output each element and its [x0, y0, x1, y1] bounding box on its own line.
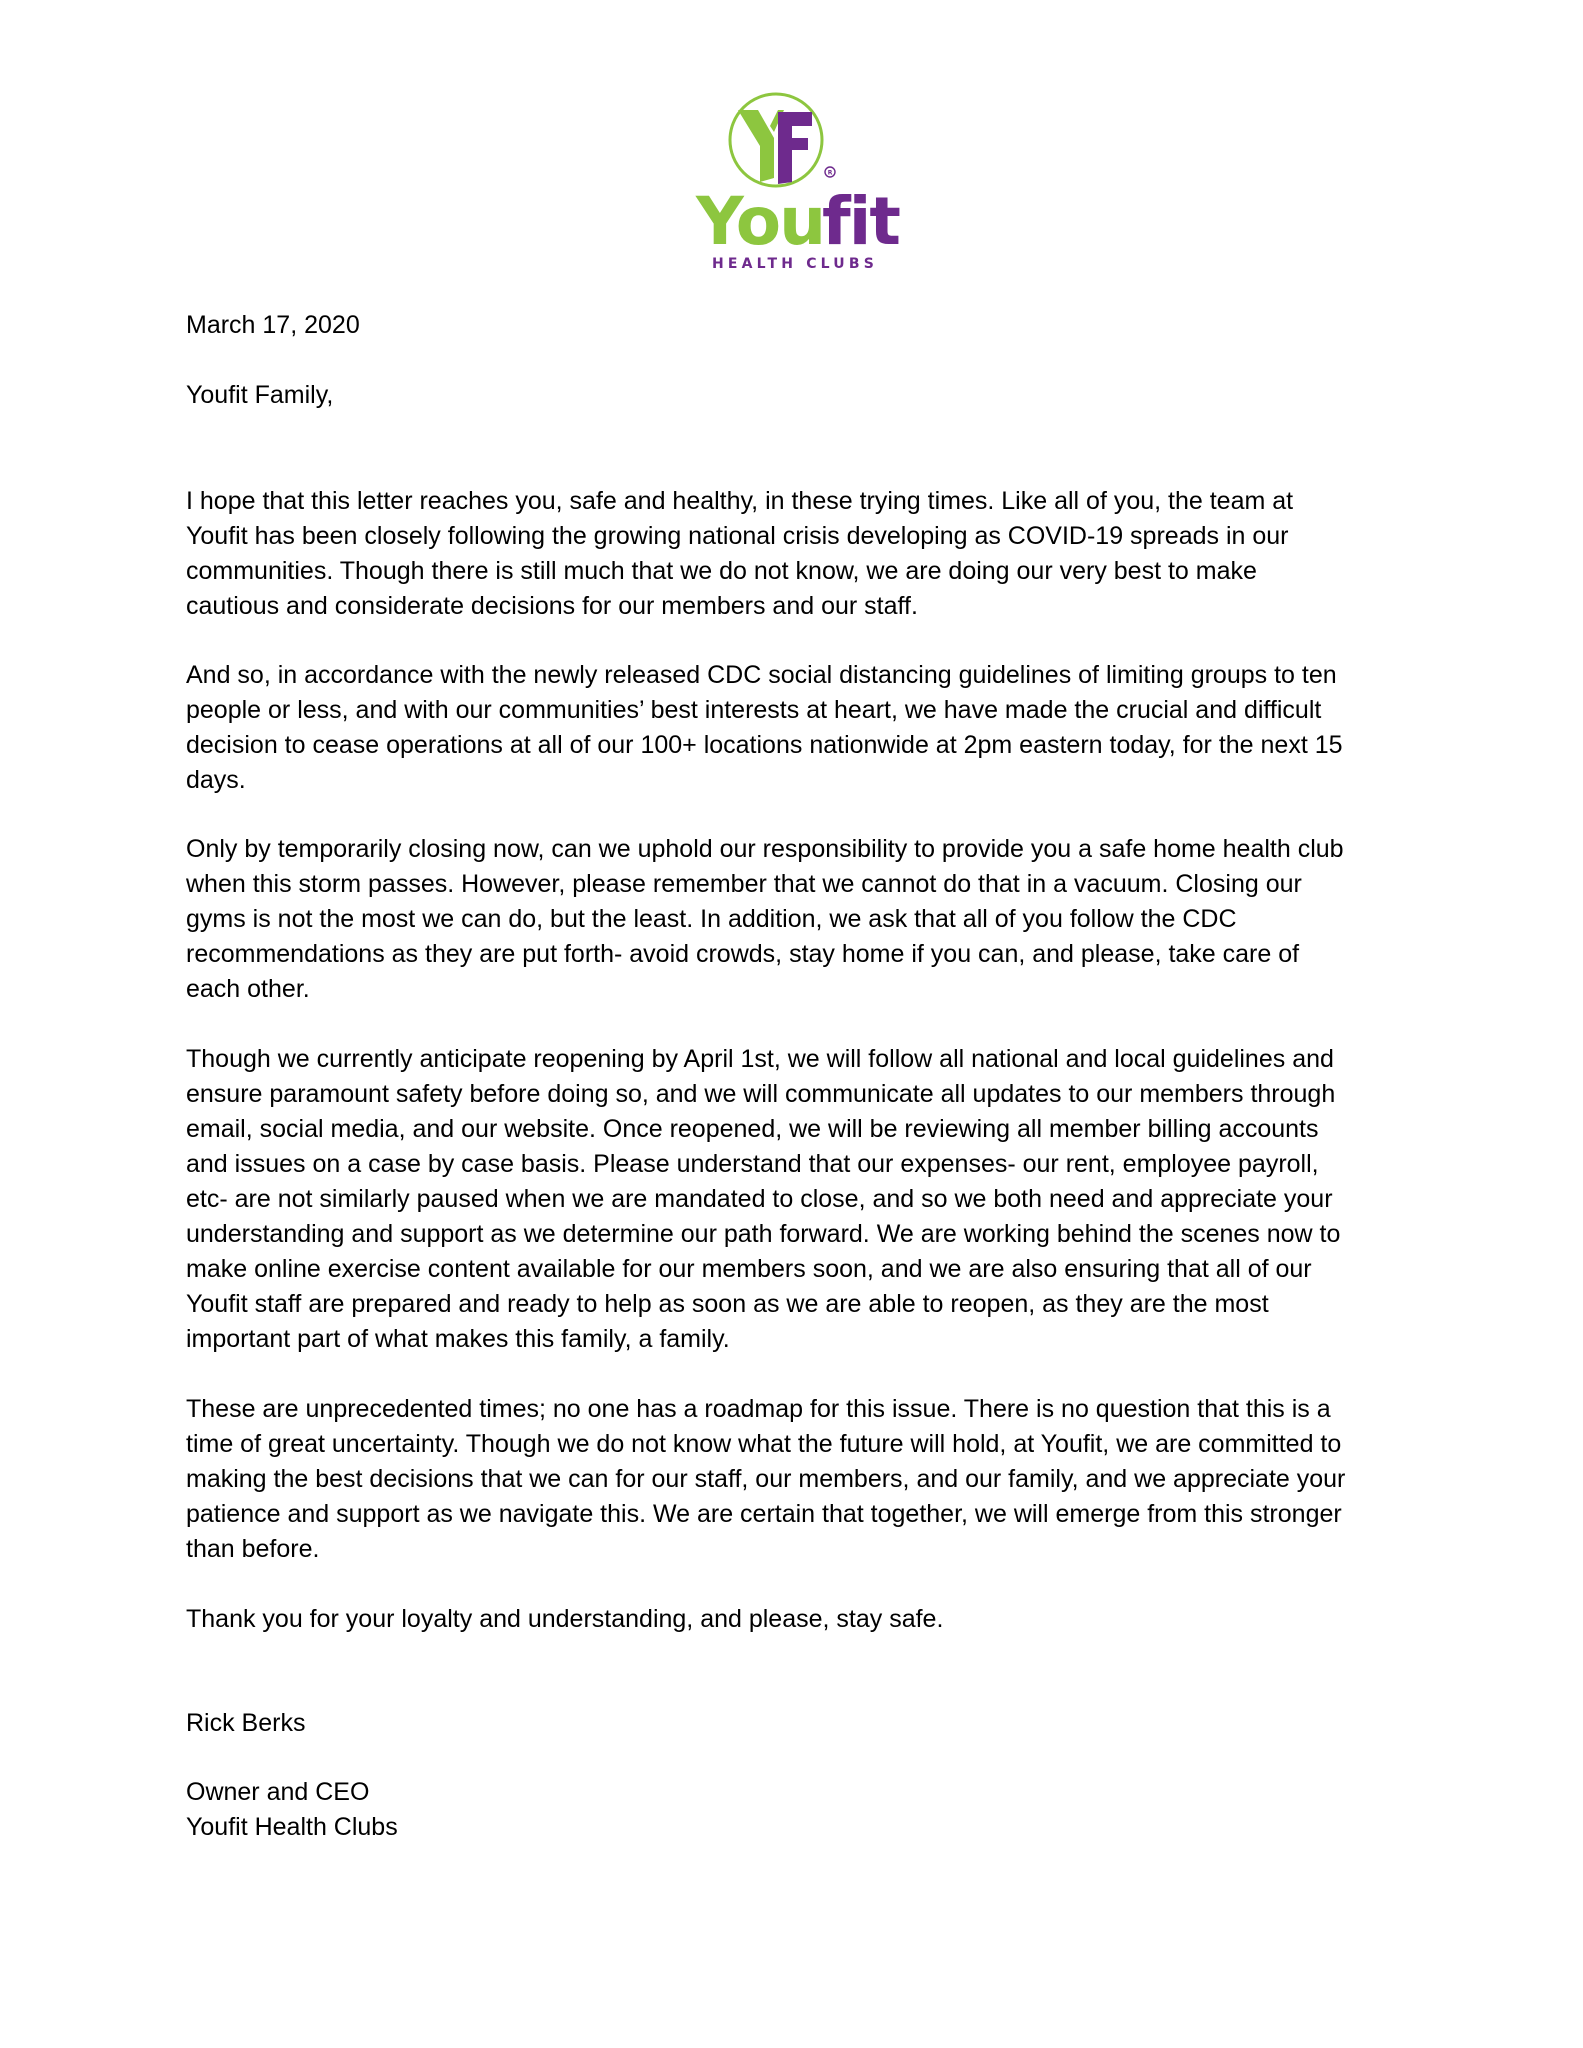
youfit-logo — [680, 92, 910, 272]
paragraph-line: ensure paramount safety before doing so, and we will communicate all updates to our members through — [186, 1080, 1336, 1108]
signature-title: Owner and CEO — [186, 1778, 370, 1806]
paragraph-line: recommendations as they are put forth- avoid crowds, stay home if you can, and please, take care of — [186, 940, 1300, 968]
paragraph-line: patience and support as we navigate this. We are certain that together, we will emerge from this stronger — [186, 1500, 1342, 1528]
paragraph-line: etc- are not similarly paused when we are mandated to close, and so we both need and appreciate your — [186, 1185, 1333, 1213]
svg-text:R: R — [827, 169, 833, 177]
letter-paragraph-3 — [186, 832, 1416, 1007]
paragraph-line: important part of what makes this family, a family. — [186, 1325, 730, 1353]
paragraph-line: time of great uncertainty. Though we do not know what the future will hold, at Youfit, we are committed to — [186, 1430, 1342, 1458]
letter-date: March 17, 2020 — [186, 311, 360, 339]
paragraph-line: understanding and support as we determine our path forward. We are working behind the scenes now to — [186, 1220, 1341, 1248]
logo-word-fit: fit — [822, 183, 899, 257]
paragraph-line: Thank you for your loyalty and understanding, and please, stay safe. — [186, 1605, 944, 1633]
paragraph-line: making the best decisions that we can for our staff, our members, and our family, and we appreciate your — [186, 1465, 1346, 1493]
paragraph-line: And so, in accordance with the newly released CDC social distancing guidelines of limiting groups to ten — [186, 661, 1337, 689]
paragraph-line: than before. — [186, 1535, 320, 1563]
paragraph-line: each other. — [186, 975, 310, 1003]
paragraph-line: I hope that this letter reaches you, safe and healthy, in these trying times. Like all of you, the team at — [186, 487, 1294, 515]
paragraph-line: Only by temporarily closing now, can we uphold our responsibility to provide you a safe home health club — [186, 835, 1344, 863]
letter-paragraph-5 — [186, 1392, 1416, 1567]
letter-paragraph-1 — [186, 484, 1416, 624]
paragraph-line: Youfit staff are prepared and ready to help as soon as we are able to reopen, as they are the most — [186, 1290, 1269, 1318]
paragraph-line: Youfit has been closely following the growing national crisis developing as COVID-19 spreads in our — [186, 522, 1289, 550]
paragraph-line: and issues on a case by case basis. Please understand that our expenses- our rent, employee payroll, — [186, 1150, 1319, 1178]
youfit-logo-mark — [680, 92, 910, 257]
paragraph-line: make online exercise content available for our members soon, and we are also ensuring that all of our — [186, 1255, 1312, 1283]
paragraph-line: gyms is not the most we can do, but the least. In addition, we ask that all of you follow the CDC — [186, 905, 1237, 933]
monogram-ring-icon — [730, 94, 822, 186]
paragraph-line: decision to cease operations at all of our 100+ locations nationwide at 2pm eastern today, for the next 15 — [186, 731, 1343, 759]
logo-tagline: HEALTH CLUBS — [711, 256, 879, 272]
paragraph-line: days. — [186, 766, 246, 794]
letter-salutation: Youfit Family, — [186, 381, 334, 409]
paragraph-line: email, social media, and our website. Once reopened, we will be reviewing all member billing accounts — [186, 1115, 1319, 1143]
letter-paragraph-2 — [186, 658, 1416, 798]
paragraph-line: people or less, and with our communities’ best interests at heart, we have made the crucial and difficult — [186, 696, 1322, 724]
logo-word-you: You — [696, 183, 825, 257]
letter-paragraph-4 — [186, 1042, 1416, 1357]
signature-organization: Youfit Health Clubs — [186, 1813, 398, 1841]
paragraph-line: communities. Though there is still much that we do not know, we are doing our very best to make — [186, 557, 1257, 585]
signature-name: Rick Berks — [186, 1709, 306, 1737]
paragraph-line: cautious and considerate decisions for our members and our staff. — [186, 592, 918, 620]
letter-paragraph-6 — [186, 1602, 1416, 1637]
paragraph-line: Though we currently anticipate reopening by April 1st, we will follow all national and local guidelines and — [186, 1045, 1334, 1073]
paragraph-line: These are unprecedented times; no one has a roadmap for this issue. There is no question that this is a — [186, 1395, 1331, 1423]
paragraph-line: when this storm passes. However, please remember that we cannot do that in a vacuum. Closing our — [186, 870, 1302, 898]
